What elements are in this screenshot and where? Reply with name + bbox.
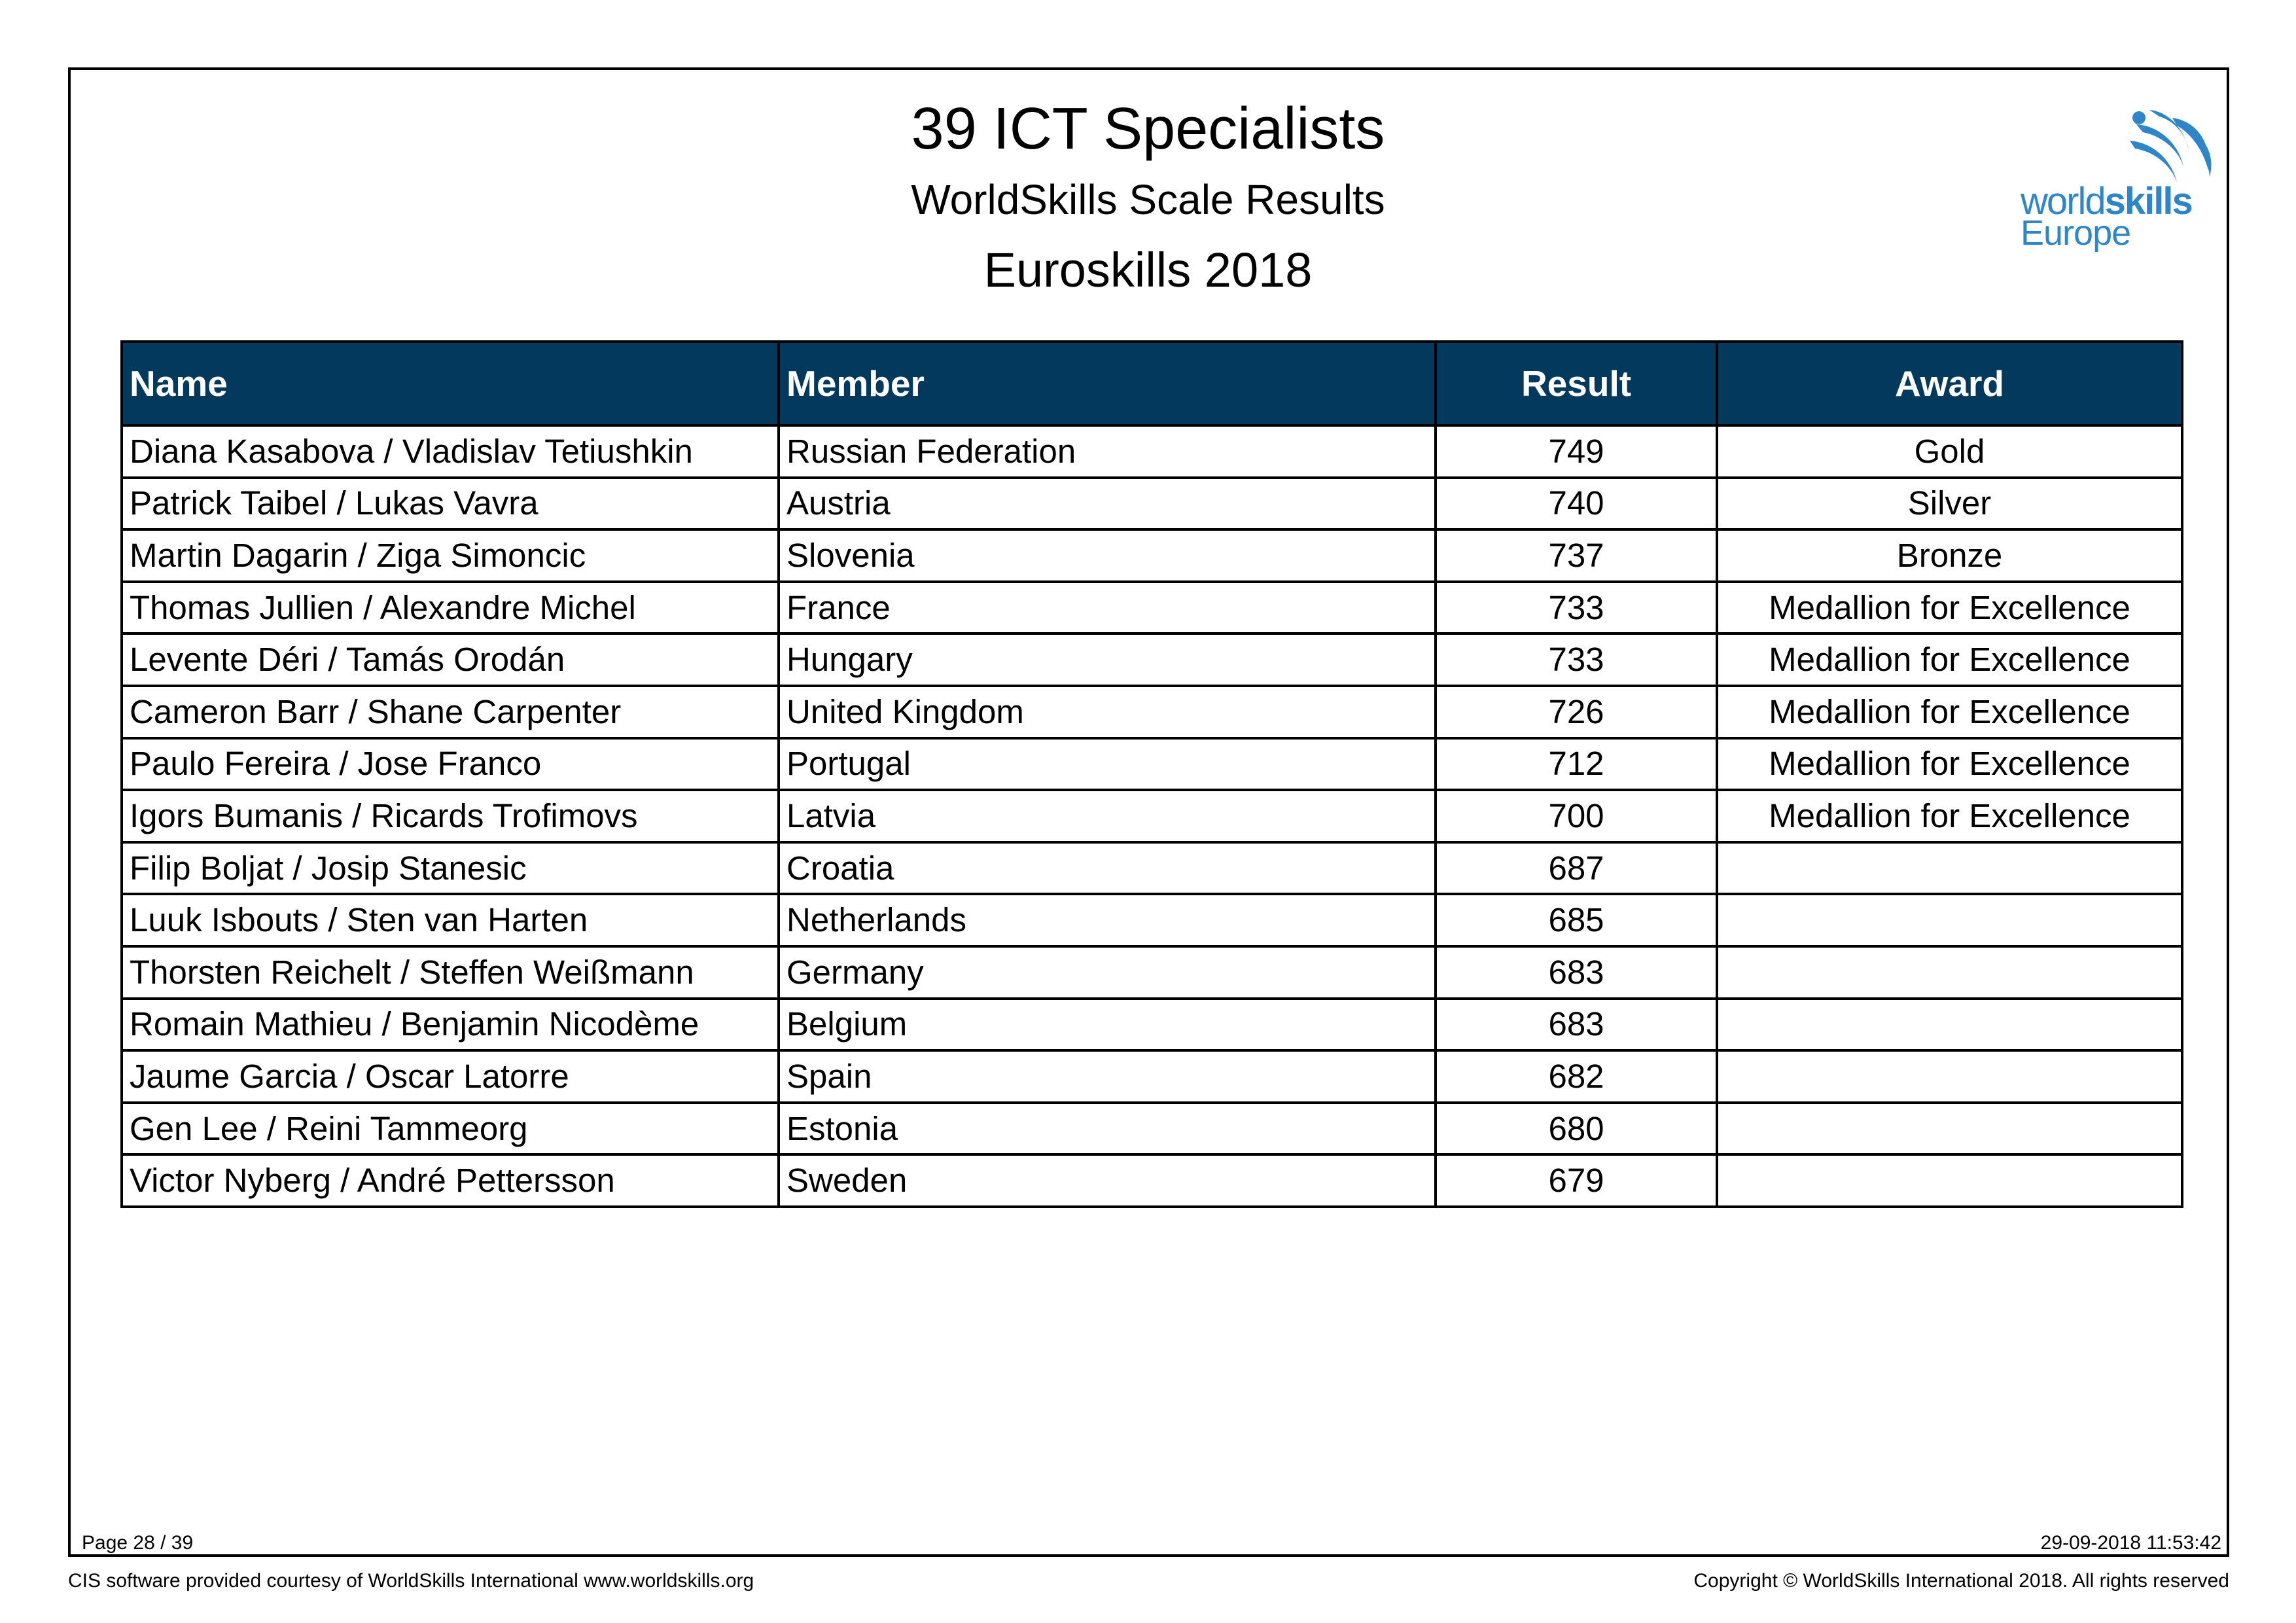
cell-member: Croatia bbox=[779, 842, 1436, 895]
cell-name: Martin Dagarin / Ziga Simoncic bbox=[122, 529, 779, 582]
cell-name: Levente Déri / Tamás Orodán bbox=[122, 633, 779, 686]
cell-name: Igors Bumanis / Ricards Trofimovs bbox=[122, 790, 779, 842]
page-title: 39 ICT Specialists bbox=[911, 96, 1385, 162]
cell-award bbox=[1717, 1154, 2182, 1207]
cell-award bbox=[1717, 1103, 2182, 1155]
cell-name: Thomas Jullien / Alexandre Michel bbox=[122, 582, 779, 634]
copyright-notice: Copyright © WorldSkills International 2018. All rights reserved bbox=[1693, 1570, 2229, 1592]
cell-name: Jaume Garcia / Oscar Latorre bbox=[122, 1050, 779, 1103]
column-header-result: Result bbox=[1436, 342, 1717, 425]
cell-award bbox=[1717, 946, 2182, 999]
table-row bbox=[122, 1154, 2182, 1207]
table-row bbox=[122, 946, 2182, 999]
print-timestamp: 29-09-2018 11:53:42 bbox=[2040, 1532, 2221, 1554]
cell-name: Patrick Taibel / Lukas Vavra bbox=[122, 478, 779, 530]
table-row bbox=[122, 1050, 2182, 1103]
table-row bbox=[122, 633, 2182, 686]
cell-result: 683 bbox=[1436, 999, 1717, 1051]
worldskills-europe-logo bbox=[2019, 105, 2215, 255]
cell-award: Bronze bbox=[1717, 529, 2182, 582]
cell-award: Medallion for Excellence bbox=[1717, 582, 2182, 634]
cell-name: Luuk Isbouts / Sten van Harten bbox=[122, 894, 779, 946]
cell-name: Romain Mathieu / Benjamin Nicodème bbox=[122, 999, 779, 1051]
column-header-award: Award bbox=[1717, 342, 2182, 425]
cell-result: 740 bbox=[1436, 478, 1717, 530]
cell-result: 733 bbox=[1436, 582, 1717, 634]
cell-member: Latvia bbox=[779, 790, 1436, 842]
logo-wordmark: worldskills bbox=[2021, 180, 2192, 223]
table-row bbox=[122, 529, 2182, 582]
cell-award bbox=[1717, 842, 2182, 895]
table-row bbox=[122, 478, 2182, 530]
cell-member: France bbox=[779, 582, 1436, 634]
cell-result: 683 bbox=[1436, 946, 1717, 999]
cell-result: 733 bbox=[1436, 633, 1717, 686]
cell-name: Diana Kasabova / Vladislav Tetiushkin bbox=[122, 425, 779, 478]
event-name: Euroskills 2018 bbox=[983, 243, 1313, 297]
cell-member: United Kingdom bbox=[779, 686, 1436, 738]
cell-award: Medallion for Excellence bbox=[1717, 686, 2182, 738]
cell-award: Medallion for Excellence bbox=[1717, 633, 2182, 686]
cell-member: Hungary bbox=[779, 633, 1436, 686]
cell-result: 726 bbox=[1436, 686, 1717, 738]
cell-member: Sweden bbox=[779, 1154, 1436, 1207]
cell-member: Estonia bbox=[779, 1103, 1436, 1155]
table-header-row bbox=[122, 342, 2182, 425]
table-row bbox=[122, 738, 2182, 791]
table-row bbox=[122, 686, 2182, 738]
cell-name: Paulo Fereira / Jose Franco bbox=[122, 738, 779, 791]
cell-award: Medallion for Excellence bbox=[1717, 738, 2182, 791]
column-header-member: Member bbox=[779, 342, 1436, 425]
table-row bbox=[122, 842, 2182, 895]
table-row bbox=[122, 425, 2182, 478]
cell-name: Thorsten Reichelt / Steffen Weißmann bbox=[122, 946, 779, 999]
cell-member: Germany bbox=[779, 946, 1436, 999]
page-number: Page 28 / 39 bbox=[82, 1532, 194, 1554]
worldskills-swirl-icon bbox=[2123, 105, 2221, 190]
cell-name: Gen Lee / Reini Tammeorg bbox=[122, 1103, 779, 1155]
cell-award bbox=[1717, 1050, 2182, 1103]
results-table bbox=[120, 340, 2183, 1208]
logo-region: Europe bbox=[2021, 213, 2131, 253]
cell-result: 685 bbox=[1436, 894, 1717, 946]
cell-award: Gold bbox=[1717, 425, 2182, 478]
cell-result: 687 bbox=[1436, 842, 1717, 895]
table-row bbox=[122, 894, 2182, 946]
cell-name: Cameron Barr / Shane Carpenter bbox=[122, 686, 779, 738]
cell-result: 700 bbox=[1436, 790, 1717, 842]
table-row bbox=[122, 582, 2182, 634]
cell-award: Medallion for Excellence bbox=[1717, 790, 2182, 842]
cell-member: Portugal bbox=[779, 738, 1436, 791]
cell-name: Filip Boljat / Josip Stanesic bbox=[122, 842, 779, 895]
page-subtitle: WorldSkills Scale Results bbox=[911, 176, 1385, 223]
cell-member: Austria bbox=[779, 478, 1436, 530]
cell-member: Slovenia bbox=[779, 529, 1436, 582]
cell-member: Spain bbox=[779, 1050, 1436, 1103]
cell-result: 712 bbox=[1436, 738, 1717, 791]
cell-result: 679 bbox=[1436, 1154, 1717, 1207]
cell-award bbox=[1717, 999, 2182, 1051]
table-row bbox=[122, 1103, 2182, 1155]
column-header-name: Name bbox=[122, 342, 779, 425]
cell-name: Victor Nyberg / André Pettersson bbox=[122, 1154, 779, 1207]
cell-result: 682 bbox=[1436, 1050, 1717, 1103]
software-credit: CIS software provided courtesy of WorldSkills International www.worldskills.org bbox=[68, 1570, 754, 1592]
cell-member: Belgium bbox=[779, 999, 1436, 1051]
table-row bbox=[122, 790, 2182, 842]
cell-award bbox=[1717, 894, 2182, 946]
cell-result: 749 bbox=[1436, 425, 1717, 478]
cell-member: Russian Federation bbox=[779, 425, 1436, 478]
table-row bbox=[122, 999, 2182, 1051]
cell-member: Netherlands bbox=[779, 894, 1436, 946]
cell-result: 680 bbox=[1436, 1103, 1717, 1155]
cell-result: 737 bbox=[1436, 529, 1717, 582]
cell-award: Silver bbox=[1717, 478, 2182, 530]
